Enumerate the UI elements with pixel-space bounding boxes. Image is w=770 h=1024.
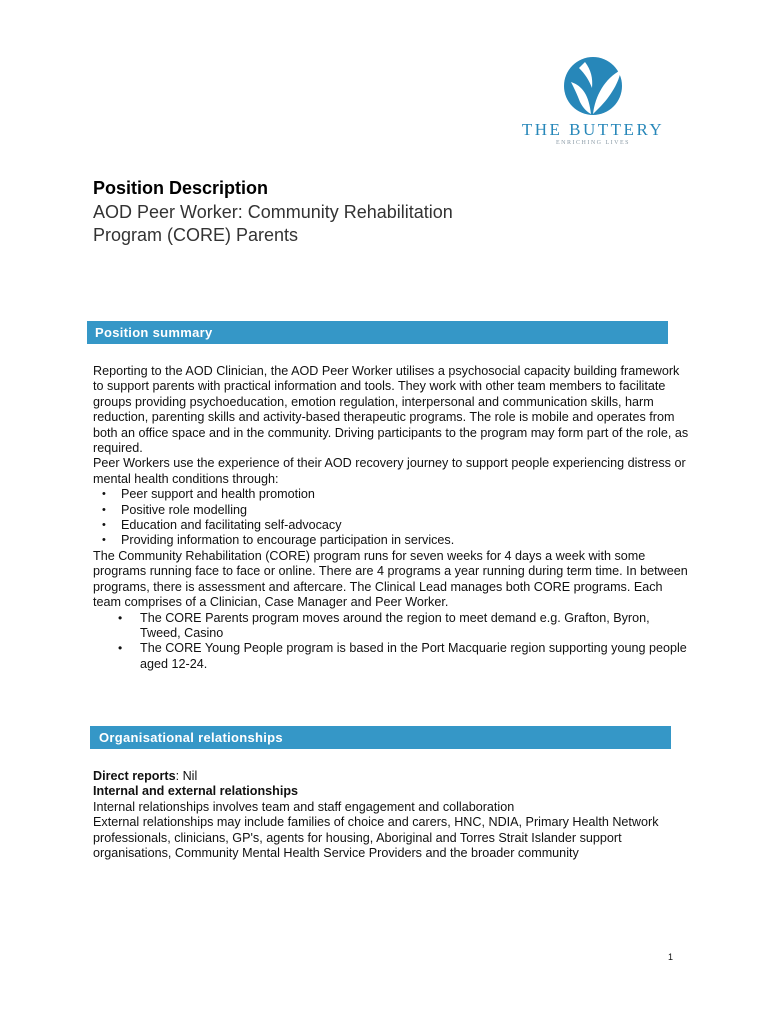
list-item: • Providing information to encourage participation in services. <box>93 533 693 548</box>
direct-reports-line <box>93 769 693 784</box>
section-header-position-summary <box>87 321 668 344</box>
list-item: • Positive role modelling <box>93 503 693 518</box>
core-program-paragraph: The Community Rehabilitation (CORE) program runs for seven weeks for 4 days a week with some programs running face to face or online. There are 4 programs a year running during term time. In between programs, there is assessment and aftercare. The Clinical Lead manages both CORE programs. Each team comprises of a Clinician, Case Manager and Peer Worker. <box>93 548 688 610</box>
list-item: • The CORE Parents program moves around the region to meet demand e.g. Grafton, Byron, Tweed, Casino <box>93 611 693 642</box>
core-program-list <box>93 611 693 673</box>
logo-tagline: ENRICHING LIVES <box>556 140 630 146</box>
page-subtitle: AOD Peer Worker: Community Rehabilitation Program (CORE) Parents <box>93 202 453 245</box>
summary-intro: Reporting to the AOD Clinician, the AOD Peer Worker utilises a psychosocial capacity building framework to support parents with practical information and tools. They work with other team members to facilitate groups providing psychoeducation, emotion regulation, interpersonal and communication skills, harm reduction, parenting skills and activity-based therapeutic programs. The role is mobile and operates from both an office space and in the community. Driving participants to the program may form part of the role, as required. <box>93 364 689 456</box>
section-heading: Organisational relationships <box>99 730 283 745</box>
section-header-organisational-relationships <box>90 726 671 749</box>
logo-name: THE BUTTERY <box>521 120 665 139</box>
org-relationships-body <box>93 769 693 861</box>
position-summary-body <box>93 364 693 672</box>
direct-reports-value: : Nil <box>175 769 198 783</box>
peer-support-list <box>93 487 693 549</box>
direct-reports-label: Direct reports <box>93 769 176 783</box>
section-heading: Position summary <box>95 325 213 340</box>
external-relationships: External relationships may include families of choice and carers, HNC, NDIA, Primary Health Network professionals, clinicians, GP's, agents for housing, Aboriginal and Torres Strait Islander support organisations, Community Mental Health Service Providers and the broader community <box>93 815 659 861</box>
leaf-logo-icon <box>563 56 623 116</box>
internal-relationships: Internal relationships involves team and staff engagement and collaboration <box>93 799 515 814</box>
buttery-logo <box>505 56 681 152</box>
page-title: Position Description <box>93 178 269 198</box>
list-item: • The CORE Young People program is based in the Port Macquarie region supporting young people aged 12-24. <box>93 641 693 672</box>
list-item: • Peer support and health promotion <box>93 487 693 502</box>
list-item: • Education and facilitating self-advocacy <box>93 518 693 533</box>
peer-worker-intro: Peer Workers use the experience of their AOD recovery journey to support people experiencing distress or mental health conditions through: <box>93 456 686 486</box>
page-number: 1 <box>668 952 674 962</box>
relationships-heading: Internal and external relationships <box>93 784 299 799</box>
